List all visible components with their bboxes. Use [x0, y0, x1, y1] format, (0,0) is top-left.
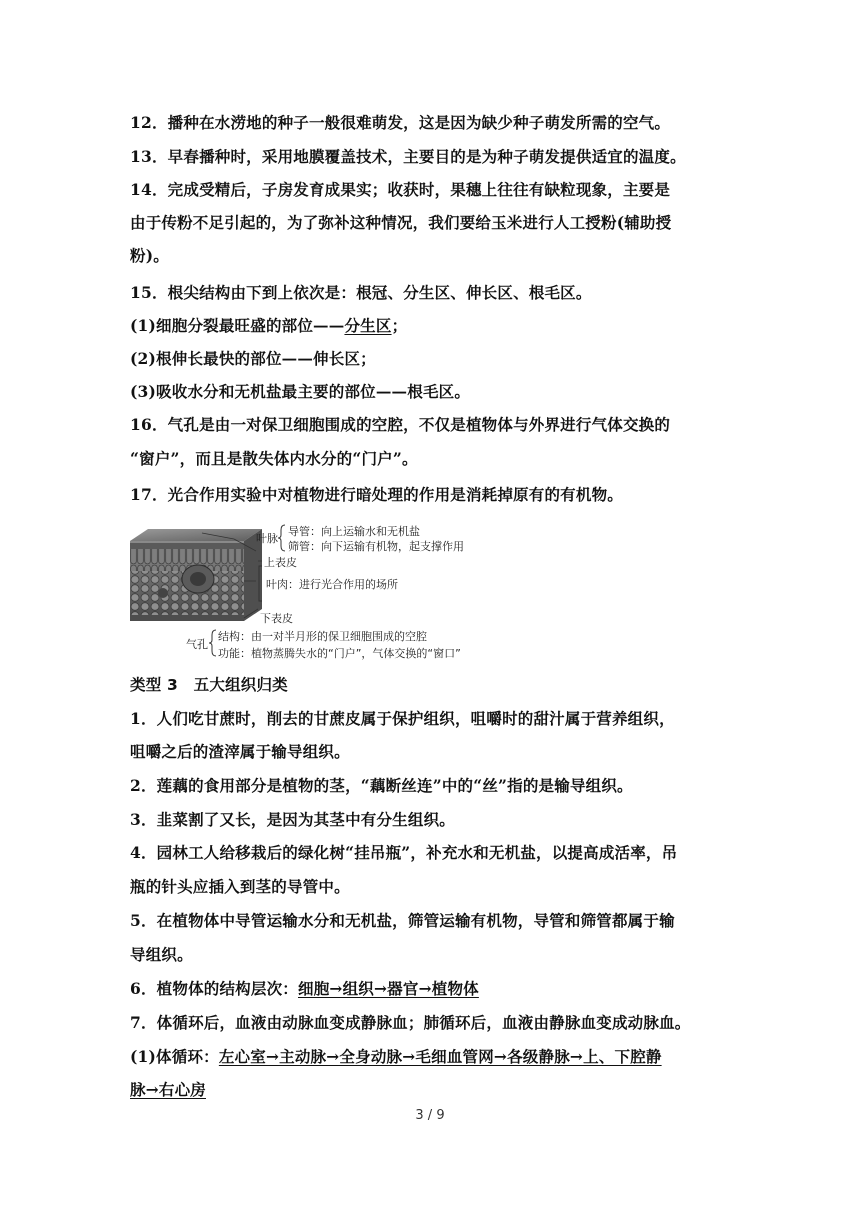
stoma-structure-label: 结构：由一对半月形的保卫细胞围成的空腔	[218, 630, 427, 643]
item-13: 13．早春播种时，采用地膜覆盖技术，主要目的是为种子萌发提供适宜的温度。	[130, 147, 686, 166]
item-16-line2: “窗户”，而且是散失体内水分的“门户”。	[130, 449, 418, 468]
section-item-5-line1: 5．在植物体中导管运输水分和无机盐，筛管运输有机物，导管和筛管都属于输	[130, 911, 675, 930]
section-item-4-line2: 瓶的针头应插入到茎的导管中。	[130, 877, 350, 896]
vein-label: 叶脉	[256, 532, 278, 545]
phloem-label: 筛管：向下运输有机物，起支撑作用	[288, 540, 464, 553]
section-item-3: 3．韭菜割了又长，是因为其茎中有分生组织。	[130, 810, 455, 829]
item-16-line1: 16．气孔是由一对保卫细胞围成的空腔，不仅是植物体与外界进行气体交换的	[130, 415, 671, 434]
item-14-line1: 14．完成受精后，子房发育成果实；收获时，果穗上往往有缺粒现象，主要是	[130, 180, 671, 199]
section-item-6-answer: 细胞→组织→器官→植物体	[298, 979, 479, 998]
section-item-7-sub1-line1	[130, 1047, 730, 1067]
section-item-7: 7．体循环后，血液由动脉血变成静脉血；肺循环后，血液由静脉血变成动脉血。	[130, 1013, 691, 1032]
section-heading: 类型 3 五大组织归类	[130, 676, 288, 694]
section-item-7-sub1-answer: 左心室→主动脉→全身动脉→毛细血管网→各级静脉→上、下腔静	[218, 1047, 662, 1066]
item-15-sub1-answer: 分生区	[344, 316, 392, 335]
item-12: 12．播种在水涝地的种子一般很难萌发，这是因为缺少种子萌发所需的空气。	[130, 113, 671, 132]
item-15-sub3: (3)吸收水分和无机盐最主要的部位——根毛区。	[130, 382, 471, 401]
section-item-6-text: 6．植物体的结构层次：	[130, 979, 298, 998]
item-15-sub1-text: (1)细胞分裂最旺盛的部位——	[130, 316, 345, 335]
xylem-label: 导管：向上运输水和无机盐	[288, 525, 420, 538]
page-number: 3 / 9	[415, 1108, 445, 1123]
section-item-6	[130, 979, 730, 999]
item-15-sub1-end: ；	[391, 316, 408, 335]
section-item-2: 2．莲藕的食用部分是植物的茎，“藕断丝连”中的“丝”指的是输导组织。	[130, 776, 633, 795]
item-15: 15．根尖结构由下到上依次是：根冠、分生区、伸长区、根毛区。	[130, 283, 592, 302]
section-item-1-line2: 咀嚼之后的渣滓属于输导组织。	[130, 742, 350, 761]
section-item-4-line1: 4．园林工人给移栽后的绿化树“挂吊瓶”，补充水和无机盐，以提高成活率，吊	[130, 843, 678, 862]
leaf-structure-figure	[130, 521, 490, 663]
item-14-line3: 粉)。	[130, 246, 169, 265]
mesophyll-label: 叶肉：进行光合作用的场所	[266, 578, 398, 591]
section-item-7-sub1-line2	[130, 1080, 730, 1100]
item-17: 17．光合作用实验中对植物进行暗处理的作用是消耗掉原有的有机物。	[130, 485, 623, 504]
stoma-function-label: 功能：植物蒸腾失水的“门户”，气体交换的“窗口”	[218, 647, 461, 660]
section-item-7-sub1-answer-cont: 脉→右心房	[130, 1080, 206, 1099]
item-14-line2: 由于传粉不足引起的，为了弥补这种情况，我们要给玉米进行人工授粉(辅助授	[130, 213, 672, 232]
section-item-5-line2: 导组织。	[130, 945, 193, 964]
section-item-1-line1: 1．人们吃甘蔗时，削去的甘蔗皮属于保护组织，咀嚼时的甜汁属于营养组织，	[130, 709, 675, 728]
item-15-sub2: (2)根伸长最快的部位——伸长区；	[130, 349, 376, 368]
section-item-7-sub1-text: (1)体循环：	[130, 1047, 219, 1066]
stoma-label: 气孔	[186, 638, 208, 651]
item-15-sub1	[130, 316, 730, 336]
upper-epidermis-label: 上表皮	[264, 556, 297, 569]
lower-epidermis-label: 下表皮	[260, 612, 293, 625]
